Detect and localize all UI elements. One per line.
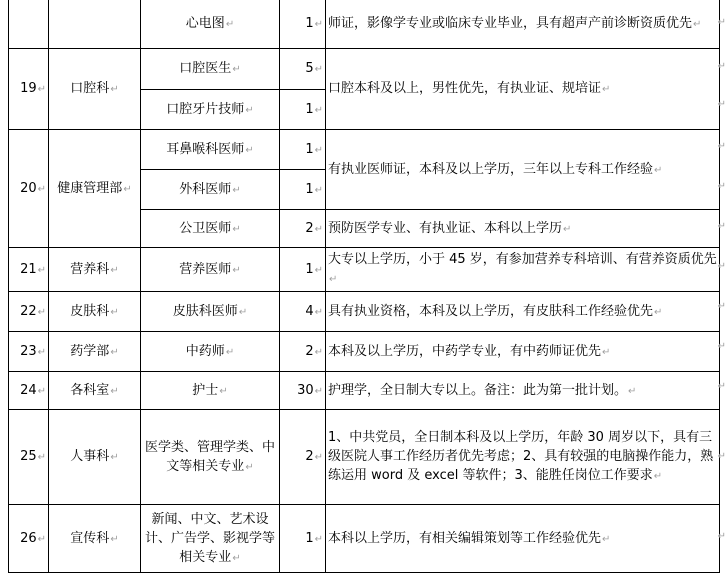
requirement-text: 有执业医师证，本科及以上学历，三年以上专科工作经验	[328, 161, 654, 177]
headcount-text: 30	[297, 382, 314, 398]
cell-end-mark: ↵	[314, 104, 323, 116]
cell-end-mark: ↵	[314, 264, 323, 276]
position-cell	[141, 170, 280, 210]
position-cell	[141, 332, 280, 372]
row-end-mark: ↵	[717, 221, 726, 232]
cell-end-mark: ↵	[110, 533, 119, 545]
department-text: 宣传科	[70, 530, 110, 546]
cell-end-mark: ↵	[245, 461, 254, 473]
position-text: 心电图	[185, 15, 225, 31]
cell-end-mark: ↵	[37, 264, 46, 276]
row-end-mark: ↵	[717, 451, 726, 462]
row-number-text: 20	[20, 180, 37, 196]
row-end-mark: ↵	[717, 301, 726, 312]
department-cell	[49, 410, 141, 505]
row-number	[9, 410, 49, 505]
row-number	[9, 505, 49, 573]
requirement-cell	[326, 0, 720, 49]
headcount-cell	[280, 505, 326, 573]
cell-end-mark: ↵	[110, 385, 119, 397]
headcount-cell	[280, 332, 326, 372]
headcount-cell	[280, 410, 326, 505]
row-number	[9, 49, 49, 130]
headcount-cell	[280, 130, 326, 170]
department-text: 营养科	[70, 261, 110, 277]
cell-end-mark: ↵	[314, 184, 323, 196]
headcount-cell	[280, 248, 326, 292]
table-row	[9, 292, 720, 332]
position-text: 护士	[192, 382, 219, 398]
department-text: 各科室	[70, 382, 110, 398]
requirement-cell	[326, 210, 720, 248]
cell-end-mark: ↵	[37, 385, 46, 397]
cell-end-mark: ↵	[37, 452, 46, 463]
row-end-marks	[718, 0, 726, 568]
cell-end-mark: ↵	[245, 144, 254, 156]
requirement-cell	[326, 372, 720, 410]
cell-end-mark: ↵	[123, 183, 132, 195]
requirement-text: 1、中共党员，全日制本科及以上学历，年龄 30 周岁以下，具有三级医院人事工作经历者优先考虑；2、具有较强的电脑操作能力，熟练运用 word 及 excel 等软件；3、能胜任岗位工作要求	[328, 430, 714, 483]
department-cell	[49, 505, 141, 573]
headcount-text: 1	[305, 530, 314, 546]
headcount-text: 1	[305, 261, 314, 277]
row-end-mark: ↵	[717, 341, 726, 352]
row-end-mark: ↵	[717, 141, 726, 152]
row-number	[9, 332, 49, 372]
cell-end-mark: ↵	[110, 452, 119, 463]
cell-end-mark: ↵	[314, 533, 323, 545]
requirement-cell	[326, 49, 720, 130]
row-number-text: 25	[20, 449, 37, 464]
cell-end-mark: ↵	[238, 306, 248, 318]
headcount-text: 1	[305, 101, 314, 117]
row-end-mark: ↵	[717, 531, 726, 542]
row-number	[9, 248, 49, 292]
headcount-text: 1	[305, 181, 314, 197]
requirement-cell	[326, 505, 720, 573]
requirement-text: 预防医学专业、有执业证、本科以上学历	[328, 220, 563, 236]
cell-end-mark: ↵	[225, 18, 235, 30]
headcount-text: 1	[305, 141, 314, 157]
headcount-cell	[280, 292, 326, 332]
cell-end-mark: ↵	[37, 183, 46, 195]
headcount-text: 2	[305, 449, 314, 464]
row-number	[9, 0, 49, 49]
cell-end-mark: ↵	[110, 346, 119, 358]
position-text: 中药师	[185, 343, 225, 359]
table-row	[9, 332, 720, 372]
cell-end-mark: ↵	[628, 385, 637, 397]
row-number	[9, 372, 49, 410]
cell-end-mark: ↵	[37, 533, 46, 545]
cell-end-mark: ↵	[110, 264, 119, 276]
cell-end-mark: ↵	[329, 274, 338, 285]
requirement-cell	[326, 332, 720, 372]
row-number	[9, 130, 49, 248]
position-cell	[141, 49, 280, 90]
requirement-text: 大专以上学历，小于 45 岁，有参加营养专科培训、有营养资质优先	[328, 252, 717, 267]
headcount-text: 2	[305, 220, 314, 236]
department-cell	[49, 292, 141, 332]
requirement-text: 护理学，全日制大专以上。备注：此为第一批计划。	[328, 382, 628, 398]
requirement-text: 口腔本科及以上，男性优先，有执业证、规培证	[328, 81, 602, 96]
cell-end-mark: ↵	[602, 346, 611, 358]
row-number-text: 23	[20, 343, 37, 359]
table-row	[9, 410, 720, 505]
cell-end-mark: ↵	[314, 385, 323, 397]
headcount-text: 5	[305, 61, 314, 76]
requirement-cell	[326, 410, 720, 505]
department-text: 皮肤科	[70, 303, 110, 319]
cell-end-mark: ↵	[37, 346, 46, 358]
row-end-mark: ↵	[717, 261, 726, 272]
table-row	[9, 130, 720, 170]
cell-end-mark: ↵	[232, 184, 241, 196]
position-text: 外科医师	[179, 181, 232, 197]
row-number-text: 26	[20, 530, 37, 546]
position-cell	[141, 210, 280, 248]
table-row	[9, 0, 720, 49]
cell-end-mark: ↵	[37, 84, 46, 95]
position-text: 口腔医生	[179, 61, 232, 76]
recruitment-table	[8, 0, 720, 573]
cell-end-mark: ↵	[110, 306, 119, 318]
headcount-text: 1	[305, 15, 314, 31]
requirement-text: 本科以上学历，有相关编辑策划等工作经验优先	[328, 530, 602, 546]
department-cell	[49, 49, 141, 130]
row-number-text: 21	[20, 261, 37, 277]
position-cell	[141, 505, 280, 573]
cell-end-mark: ↵	[314, 64, 323, 75]
cell-end-mark: ↵	[563, 223, 572, 235]
cell-end-mark: ↵	[232, 64, 241, 75]
row-number	[9, 292, 49, 332]
requirement-cell	[326, 292, 720, 332]
row-number-text: 19	[20, 81, 37, 96]
requirement-cell	[326, 130, 720, 210]
cell-end-mark: ↵	[37, 306, 46, 318]
row-end-mark: ↵	[717, 61, 726, 72]
department-cell	[49, 332, 141, 372]
cell-end-mark: ↵	[314, 452, 323, 463]
cell-end-mark: ↵	[314, 223, 323, 235]
position-text: 公卫医师	[179, 220, 232, 236]
table-row	[9, 248, 720, 292]
headcount-text: 4	[305, 303, 314, 319]
position-cell	[141, 130, 280, 170]
cell-end-mark: ↵	[232, 264, 241, 276]
cell-end-mark: ↵	[653, 471, 663, 482]
headcount-cell	[280, 170, 326, 210]
department-cell	[49, 0, 141, 49]
headcount-cell	[280, 372, 326, 410]
cell-end-mark: ↵	[602, 84, 611, 95]
position-cell	[141, 0, 280, 49]
department-text: 药学部	[70, 343, 110, 359]
headcount-cell	[280, 49, 326, 90]
position-cell	[141, 90, 280, 130]
cell-end-mark: ↵	[314, 18, 323, 30]
cell-end-mark: ↵	[314, 306, 323, 318]
cell-end-mark: ↵	[245, 104, 254, 116]
cell-end-mark: ↵	[219, 385, 228, 397]
department-cell	[49, 372, 141, 410]
position-text: 皮肤科医师	[172, 303, 238, 319]
position-text: 耳鼻喉科医师	[166, 141, 245, 157]
department-text: 健康管理部	[57, 180, 123, 196]
cell-end-mark: ↵	[314, 144, 323, 156]
department-text: 口腔科	[70, 81, 110, 96]
row-number-text: 22	[20, 303, 37, 319]
department-cell	[49, 248, 141, 292]
department-text: 人事科	[70, 449, 110, 464]
position-cell	[141, 410, 280, 505]
position-text: 营养医师	[179, 261, 232, 277]
position-cell	[141, 248, 280, 292]
position-cell	[141, 292, 280, 332]
cell-end-mark: ↵	[654, 164, 663, 176]
department-cell	[49, 130, 141, 248]
cell-end-mark: ↵	[232, 552, 241, 564]
row-end-mark: ↵	[717, 17, 726, 28]
cell-end-mark: ↵	[232, 223, 241, 235]
headcount-cell	[280, 90, 326, 130]
requirement-cell	[326, 248, 720, 292]
position-text: 新闻、中文、艺术设计、广告学、影视学等相关专业	[144, 511, 275, 565]
position-text: 口腔牙片技师	[166, 101, 245, 117]
requirement-text: 师证，影像学专业或临床专业毕业，具有超声产前诊断资质优先	[328, 15, 693, 31]
position-cell	[141, 372, 280, 410]
row-end-mark: ↵	[717, 99, 726, 110]
cell-end-mark: ↵	[693, 18, 702, 30]
headcount-text: 2	[305, 343, 314, 359]
table-row	[9, 372, 720, 410]
headcount-cell	[280, 0, 326, 49]
cell-end-mark: ↵	[110, 84, 119, 95]
table-row	[9, 505, 720, 573]
row-number-text: 24	[20, 382, 37, 398]
cell-end-mark: ↵	[602, 533, 611, 545]
cell-end-mark: ↵	[314, 346, 323, 358]
cell-end-mark: ↵	[654, 306, 663, 318]
cell-end-mark: ↵	[225, 346, 235, 358]
row-end-mark: ↵	[717, 381, 726, 392]
headcount-cell	[280, 210, 326, 248]
position-text: 医学类、管理学类、中文等相关专业	[144, 439, 275, 474]
table-row	[9, 49, 720, 90]
row-end-mark: ↵	[717, 181, 726, 192]
requirement-text: 具有执业资格，本科及以上学历，有皮肤科工作经验优先	[328, 303, 654, 319]
requirement-text: 本科及以上学历，中药学专业，有中药师证优先	[328, 343, 602, 359]
